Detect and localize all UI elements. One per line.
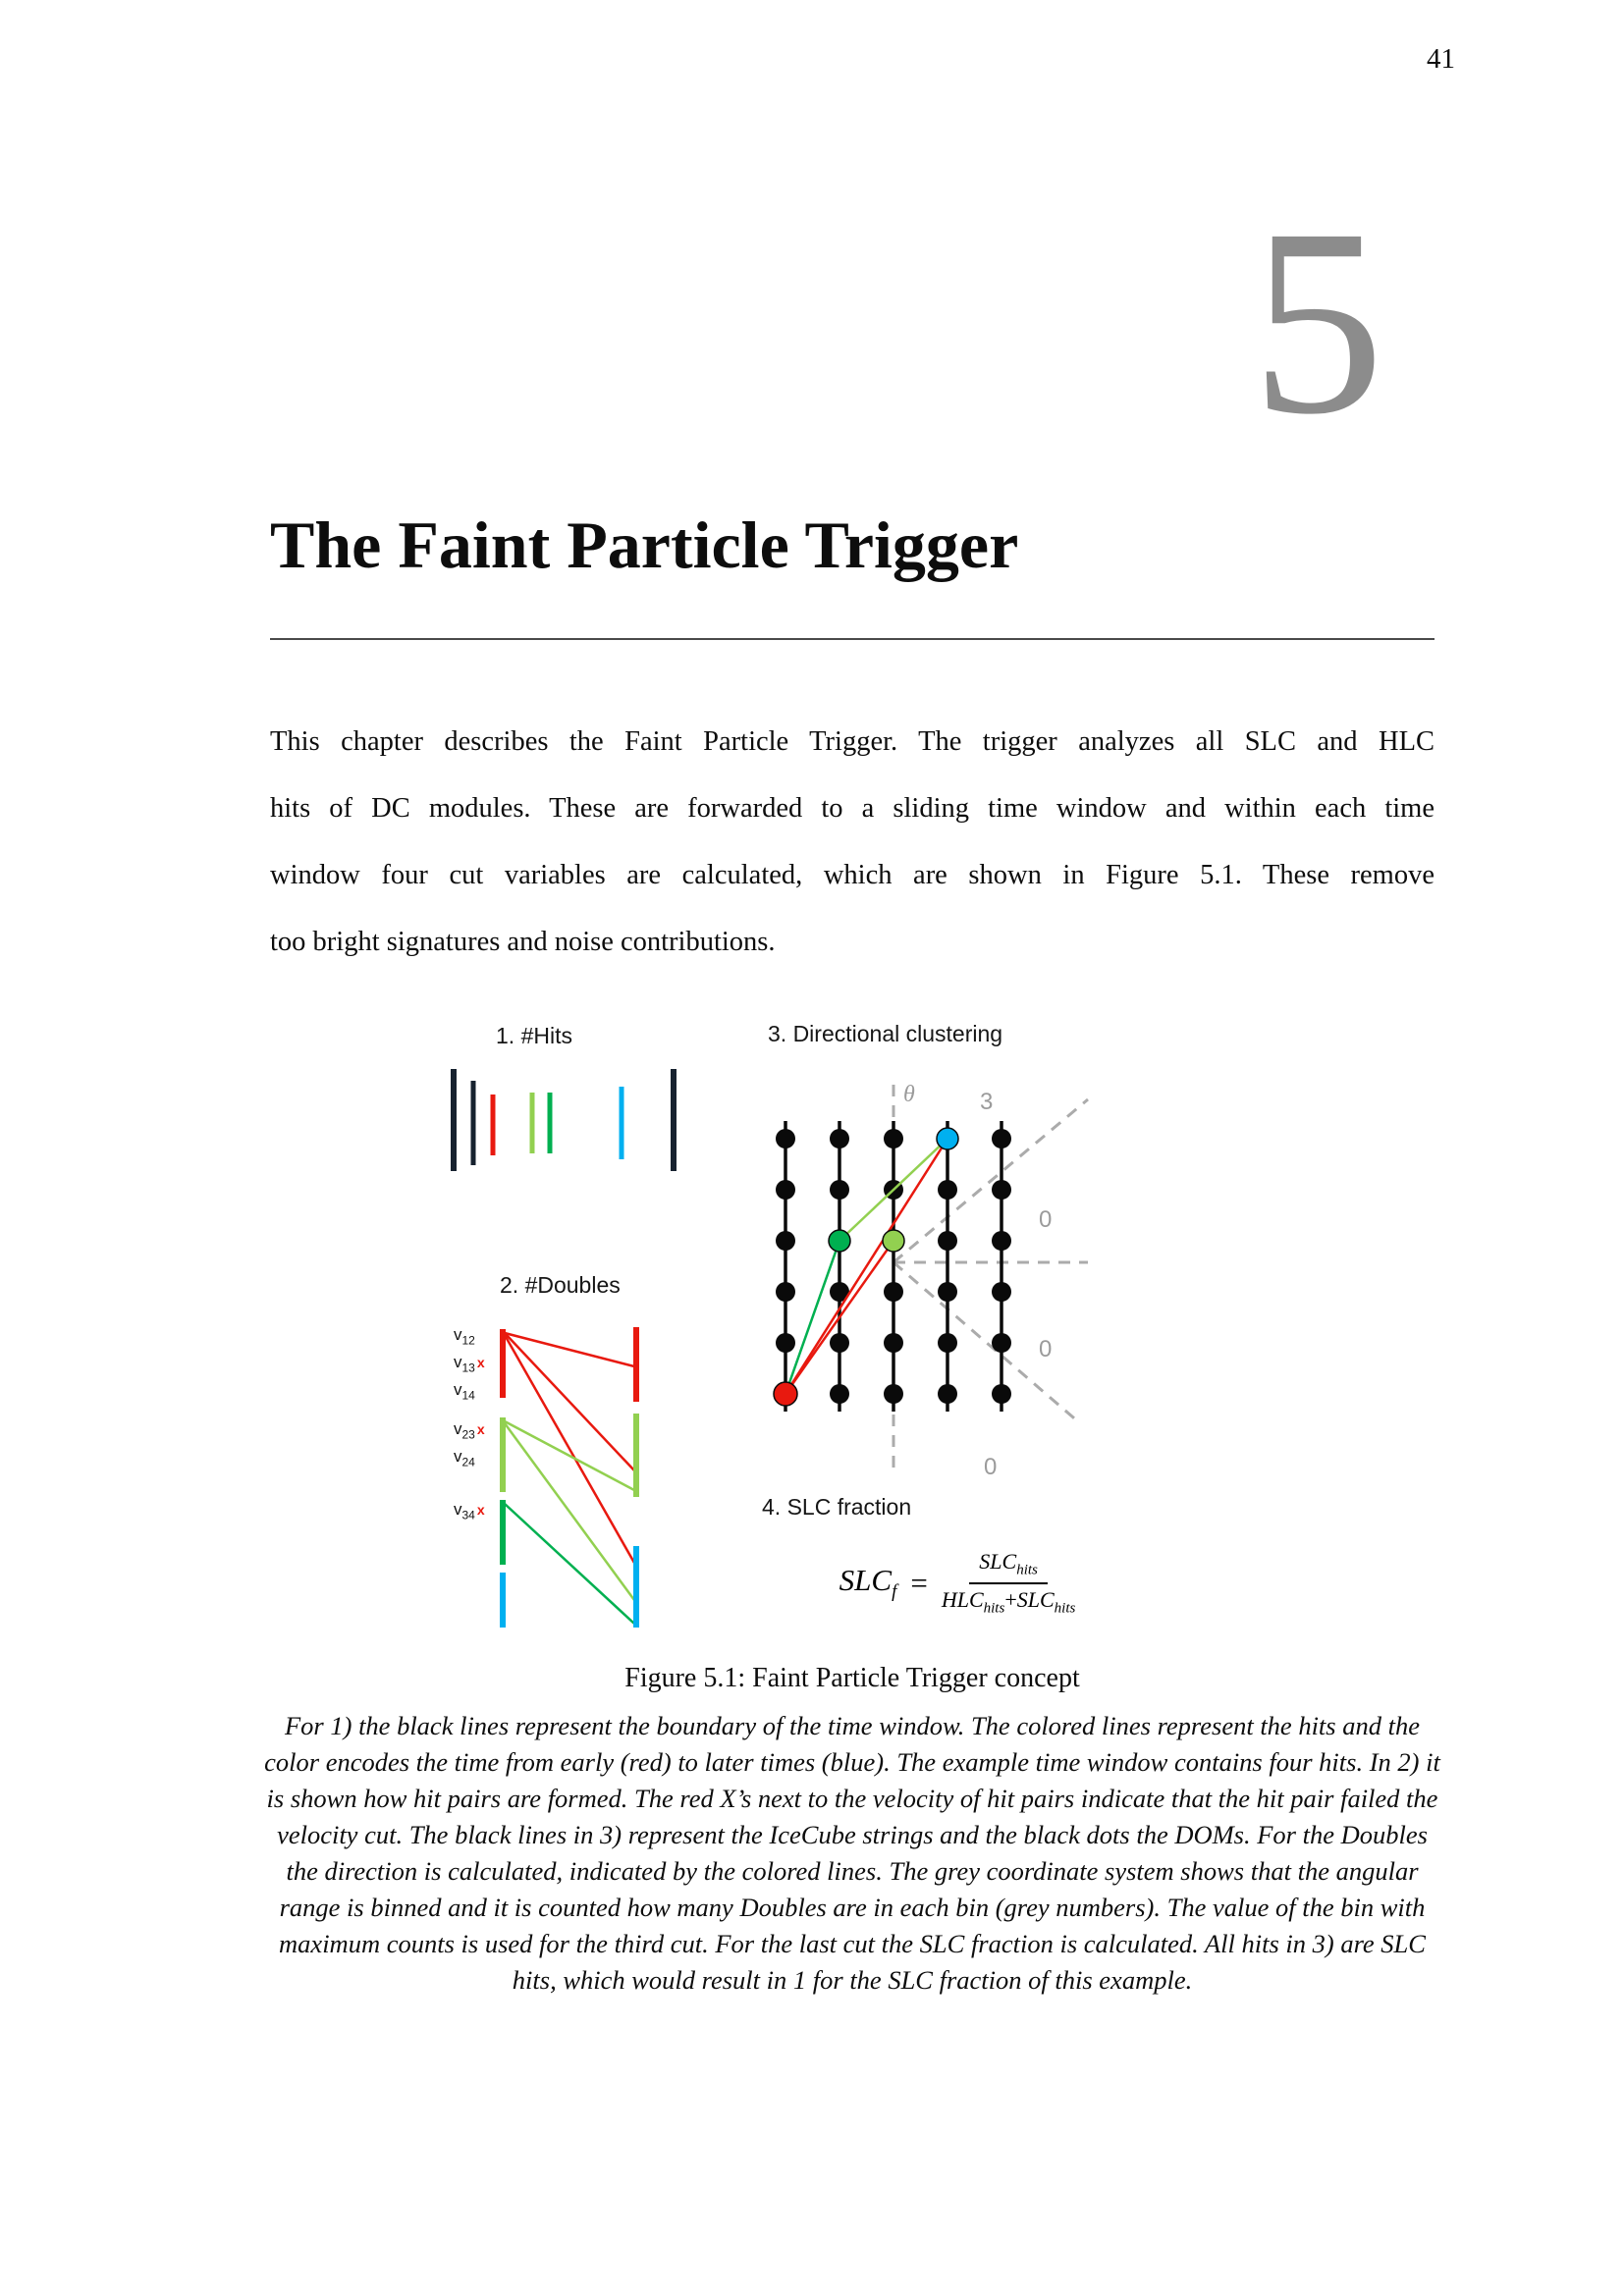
body-line: This chapter describes the Faint Particle Trigger. The trigger analyzes all SLC and HLC (270, 726, 1435, 757)
body-paragraph (270, 709, 1435, 976)
pair-line-v12 (505, 1333, 634, 1366)
figure-caption-title: Figure 5.1: Faint Particle Trigger concept (624, 1663, 1080, 1693)
equals-sign: = (910, 1565, 928, 1600)
clustering-panel-label: 3. Directional clustering (768, 1021, 1003, 1046)
pair-line-v23 (505, 1421, 634, 1490)
hit-dot-light-green (883, 1230, 904, 1252)
angle-axis-lower-ray (893, 1262, 1080, 1423)
velocity-label-v23: $v_{23}$ x (454, 1419, 485, 1442)
page-number: 41 (1427, 43, 1455, 75)
bin-count-2: 0 (1039, 1336, 1053, 1362)
bin-count-1: 0 (1039, 1206, 1053, 1233)
velocity-label-v14: $v_{14}$ (454, 1380, 475, 1403)
chapter-title: The Faint Particle Trigger (270, 507, 1019, 582)
icecube-strings (785, 1121, 1001, 1412)
velocity-label-v12: $v_{12}$ (454, 1325, 475, 1348)
fail-x-mark: x (476, 1502, 485, 1518)
hit-dot-red (774, 1382, 797, 1406)
angle-bin-axes (893, 1085, 1088, 1472)
chapter-number: 5 (1251, 174, 1384, 469)
pair-lines (505, 1333, 634, 1624)
angle-axis-upper-ray (893, 1099, 1088, 1262)
fail-x-mark: x (476, 1355, 485, 1370)
velocity-label-v24: $v_{24}$ (454, 1447, 475, 1469)
body-line: too bright signatures and noise contributions. (270, 927, 776, 957)
velocity-label-v34: $v_{34}$ x (454, 1500, 485, 1522)
body-line: window four cut variables are calculated, which are shown in Figure 5.1. These remove (270, 860, 1435, 890)
hits-diagram (442, 1065, 687, 1178)
hit-dot-blue (937, 1128, 958, 1149)
hit-dot-green (829, 1230, 850, 1252)
formula-lhs: $SLC_f$ (839, 1563, 897, 1603)
figure-caption-text: For 1) the black lines represent the boundary of the time window. The colored lines represent the hits and the color encodes the time from early (red) to later times (blue). The example time window contains four hits. In 2) it is shown how hit pairs are formed. The red X’s next to the velocity of hit pairs indicate that the hit pair failed the velocity cut. The black lines in 3) represent the IceCube strings and the black dots the DOMs. For the Doubles the direction is calculated, indicated by the colored lines. The grey coordinate system shows that the angular range is binned and it is counted how many Doubles are in each bin (grey numbers). The value of the bin with maximum counts is used for the third cut. For the last cut the SLC fraction is calculated. All hits in 3) are SLC hits, which would result in 1 for the SLC fraction of this example. (264, 1711, 1440, 1995)
bin-count-0: 3 (980, 1089, 994, 1115)
direction-line-red (785, 1139, 947, 1394)
theta-label: θ (903, 1082, 915, 1107)
hits-panel-label: 1. #Hits (496, 1023, 572, 1048)
direction-line-green (785, 1241, 839, 1394)
doubles-panel-label: 2. #Doubles (500, 1272, 621, 1298)
slc-formula (746, 1549, 1168, 1617)
clustering-diagram (746, 1070, 1100, 1492)
fail-x-mark: x (476, 1421, 485, 1437)
body-line: hits of DC modules. These are forwarded to a sliding time window and within each time (270, 793, 1435, 824)
fraction-numerator: $SLC_{hits}$ (969, 1549, 1048, 1584)
pair-line-v34 (505, 1504, 634, 1624)
fraction (942, 1549, 1076, 1617)
title-rule (270, 638, 1435, 640)
slc-panel-label: 4. SLC fraction (762, 1494, 912, 1520)
fraction-denominator: $HLC_{hits}+SLC_{hits}$ (941, 1586, 1076, 1617)
velocity-label-v13: $v_{13}$ x (454, 1353, 485, 1375)
bin-count-3: 0 (984, 1454, 998, 1480)
double-direction-lines (785, 1139, 947, 1394)
